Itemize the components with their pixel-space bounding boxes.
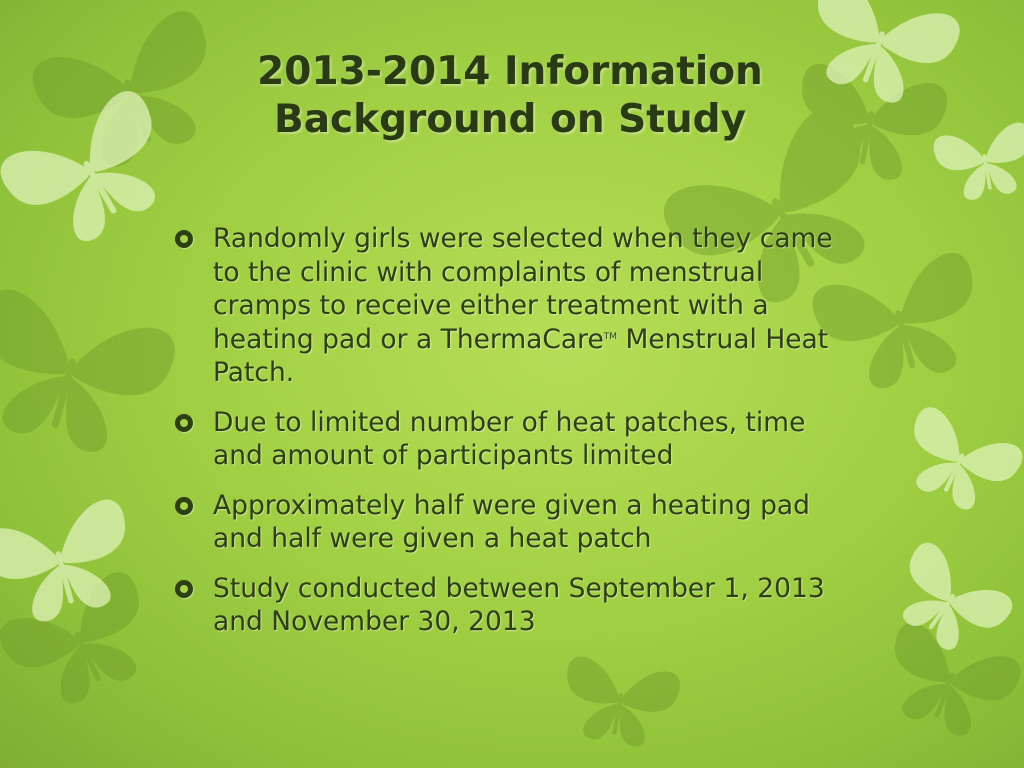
bullet-item	[175, 222, 855, 390]
bullet-item	[175, 406, 855, 473]
bullet-circle-icon	[175, 230, 193, 248]
bullet-item	[175, 572, 855, 639]
bullet-circle-icon	[175, 414, 193, 432]
bullet-text: Study conducted between September 1, 2013 and November 30, 2013	[213, 572, 825, 637]
title-line-2: Background on Study	[273, 97, 747, 142]
title-line-1: 2013-2014 Information	[257, 49, 763, 94]
slide-title	[160, 48, 860, 144]
bullet-list	[175, 222, 855, 655]
bullet-text-continued: Menstrual Heat Patch.	[213, 323, 829, 388]
bullet-text: Approximately half were given a heating pad and half were given a heat patch	[213, 489, 810, 554]
bullet-item	[175, 489, 855, 556]
trademark-symbol: TM	[603, 331, 618, 342]
butterfly-shape	[557, 654, 683, 752]
bullet-circle-icon	[175, 497, 193, 515]
bullet-text: Due to limited number of heat patches, time and amount of participants limited	[213, 406, 806, 471]
butterfly-shape	[0, 285, 180, 468]
butterfly-shape	[932, 121, 1024, 205]
bullet-circle-icon	[175, 580, 193, 598]
butterfly-shape	[890, 403, 1024, 523]
bullet-text: Randomly girls were selected when they came to the clinic with complaints of menstrual cramps to receive either treatment with a heating pad or a ThermaCare	[213, 223, 833, 355]
